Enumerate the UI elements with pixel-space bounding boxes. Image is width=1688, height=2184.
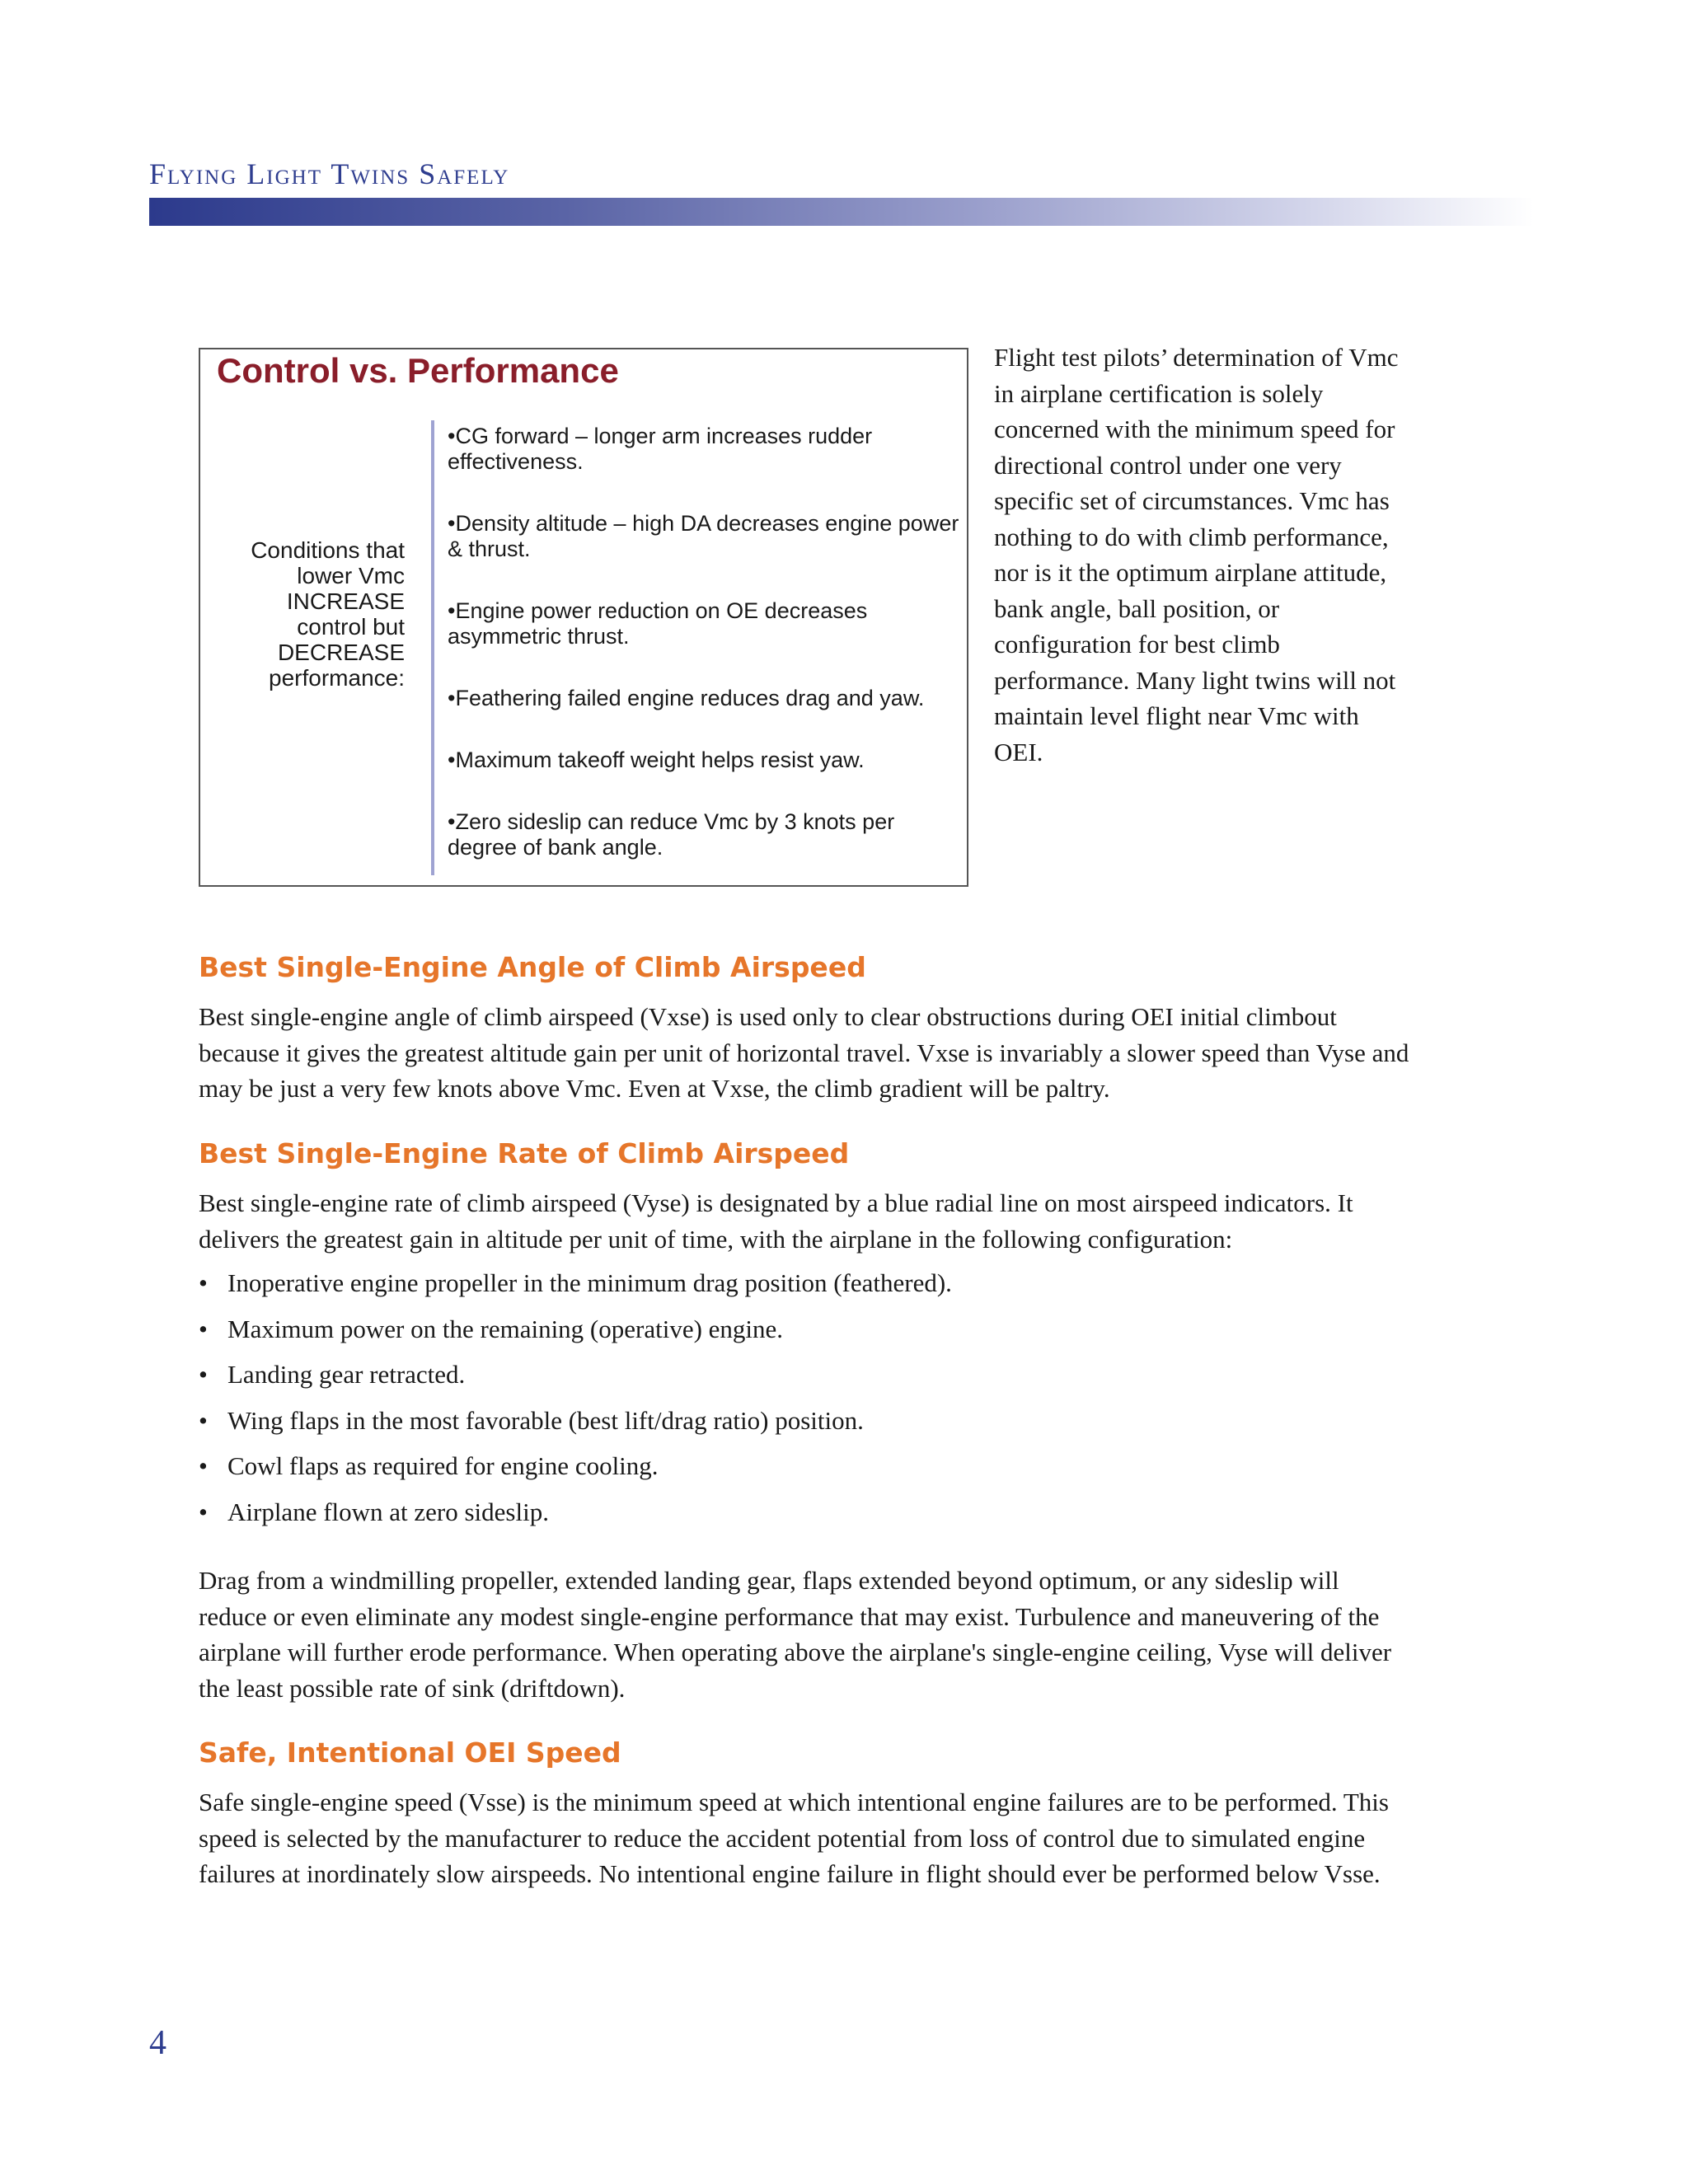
header-gradient-bar <box>149 198 1534 226</box>
section-heading-vsse: Safe, Intentional OEI Speed <box>199 1736 621 1769</box>
list-item: • Maximum power on the remaining (operative) engine. <box>199 1311 1410 1357</box>
figure-conditions-label: Conditions that lower Vmc INCREASE control but DECREASE performance: <box>251 537 405 691</box>
list-item: • Airplane flown at zero sideslip. <box>199 1494 1410 1540</box>
list-item: • Cowl flaps as required for engine cooling. <box>199 1448 1410 1494</box>
page-number: 4 <box>149 2024 166 2062</box>
figure-bullet: •Engine power reduction on OE decreases asymmetric thrust. <box>448 598 868 649</box>
figure-bullet: •CG forward – longer arm increases rudder effectiveness. <box>448 424 873 474</box>
paragraph-vxse: Best single-engine angle of climb airspeed (Vxse) is used only to clear obstructions during OEI initial climbout because it gives the greatest altitude gain per unit of horizontal travel. Vxse is invariably a slower speed than Vyse and may be just a very few knots above Vmc. Even at Vxse, the climb gradient will be paltry. <box>199 1002 1409 1103</box>
paragraph-vsse: Safe single-engine speed (Vsse) is the minimum speed at which intentional engine failures are to be performed. This speed is selected by the manufacturer to reduce the accident potential from loss of control due to simulated engine failures at inordinately slow airspeeds. No intentional engine failure in flight should ever be performed below Vsse. <box>199 1788 1389 1888</box>
figure-title: Control vs. Performance <box>217 351 619 390</box>
section-heading-vyse: Best Single-Engine Rate of Climb Airspeed <box>199 1137 850 1169</box>
figure-divider <box>431 420 434 875</box>
list-item: • Wing flaps in the most favorable (best lift/drag ratio) position. <box>199 1403 1410 1449</box>
paragraph-drag: Drag from a windmilling propeller, extended landing gear, flaps extended beyond optimum, or any sideslip will reduce or even eliminate any modest single-engine performance that may exist. Turbulence and maneuvering of the airplane will further erode performance. When operating above the airplane's single-engine ceiling, Vyse will deliver the least possible rate of sink (driftdown). <box>199 1566 1392 1703</box>
figure-bullet: •Maximum takeoff weight helps resist yaw. <box>448 748 865 772</box>
figure-bullet-list <box>448 424 963 860</box>
list-item: • Landing gear retracted. <box>199 1357 1410 1403</box>
figure-bullet: •Zero sideslip can reduce Vmc by 3 knots per degree of bank angle. <box>448 809 895 860</box>
sidebar-paragraph: Flight test pilots’ determination of Vmc in airplane certification is solely concerned with the minimum speed for directional control under one very specific set of circumstances. Vmc has nothing to do with climb performance, nor is it the optimum airplane attitude, bank angle, ball position, or configuration for best climb performance. Many light twins will not maintain level flight near Vmc with OEI. <box>994 343 1399 766</box>
configuration-bullet-list <box>199 1265 1410 1540</box>
paragraph-vyse: Best single-engine rate of climb airspeed (Vyse) is designated by a blue radial line on most airspeed indicators. It delivers the greatest gain in altitude per unit of time, with the airplane in the following configuration: <box>199 1188 1353 1254</box>
list-item: • Inoperative engine propeller in the minimum drag position (feathered). <box>199 1265 1410 1311</box>
control-vs-performance-figure <box>199 348 968 887</box>
figure-bullet: •Feathering failed engine reduces drag and yaw. <box>448 686 925 710</box>
figure-bullet: •Density altitude – high DA decreases engine power & thrust. <box>448 511 959 561</box>
running-head-title: Flying Light Twins Safely <box>149 157 510 190</box>
section-heading-vxse: Best Single-Engine Angle of Climb Airspeed <box>199 951 866 983</box>
